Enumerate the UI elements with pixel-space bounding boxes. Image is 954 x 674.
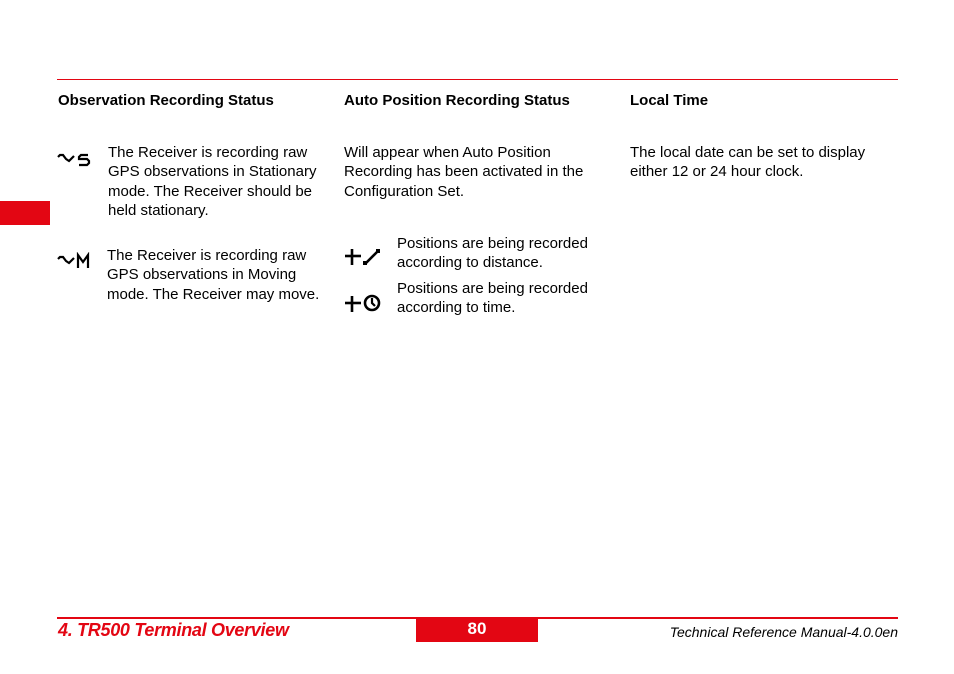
auto-position-heading: Auto Position Recording Status bbox=[344, 92, 570, 109]
header-rule bbox=[57, 79, 898, 80]
time-recording-icon bbox=[344, 293, 382, 318]
observation-heading: Observation Recording Status bbox=[58, 92, 274, 109]
manual-name: Technical Reference Manual-4.0.0en bbox=[669, 624, 898, 640]
auto-position-intro: Will appear when Auto Position Recording has been activated in the Configuration Set. bbox=[344, 144, 584, 200]
distance-recording-icon bbox=[344, 247, 382, 272]
chapter-side-tab bbox=[0, 201, 50, 225]
distance-recording-text: Positions are being recorded according to distance. bbox=[397, 235, 588, 272]
static-recording-text: The Receiver is recording raw GPS observations in Stationary mode. The Receiver should be held stationary. bbox=[108, 144, 317, 220]
time-recording-text: Positions are being recorded according to time. bbox=[397, 280, 588, 317]
chapter-title: 4. TR500 Terminal Overview bbox=[58, 620, 289, 640]
local-time-heading: Local Time bbox=[630, 92, 709, 109]
moving-recording-icon bbox=[57, 252, 91, 275]
moving-recording-text: The Receiver is recording raw GPS observations in Moving mode. The Receiver may move. bbox=[107, 247, 320, 303]
page-number: 80 bbox=[416, 618, 538, 642]
static-recording-icon bbox=[57, 150, 91, 173]
local-time-text: The local date can be set to display either 12 or 24 hour clock. bbox=[630, 144, 866, 181]
